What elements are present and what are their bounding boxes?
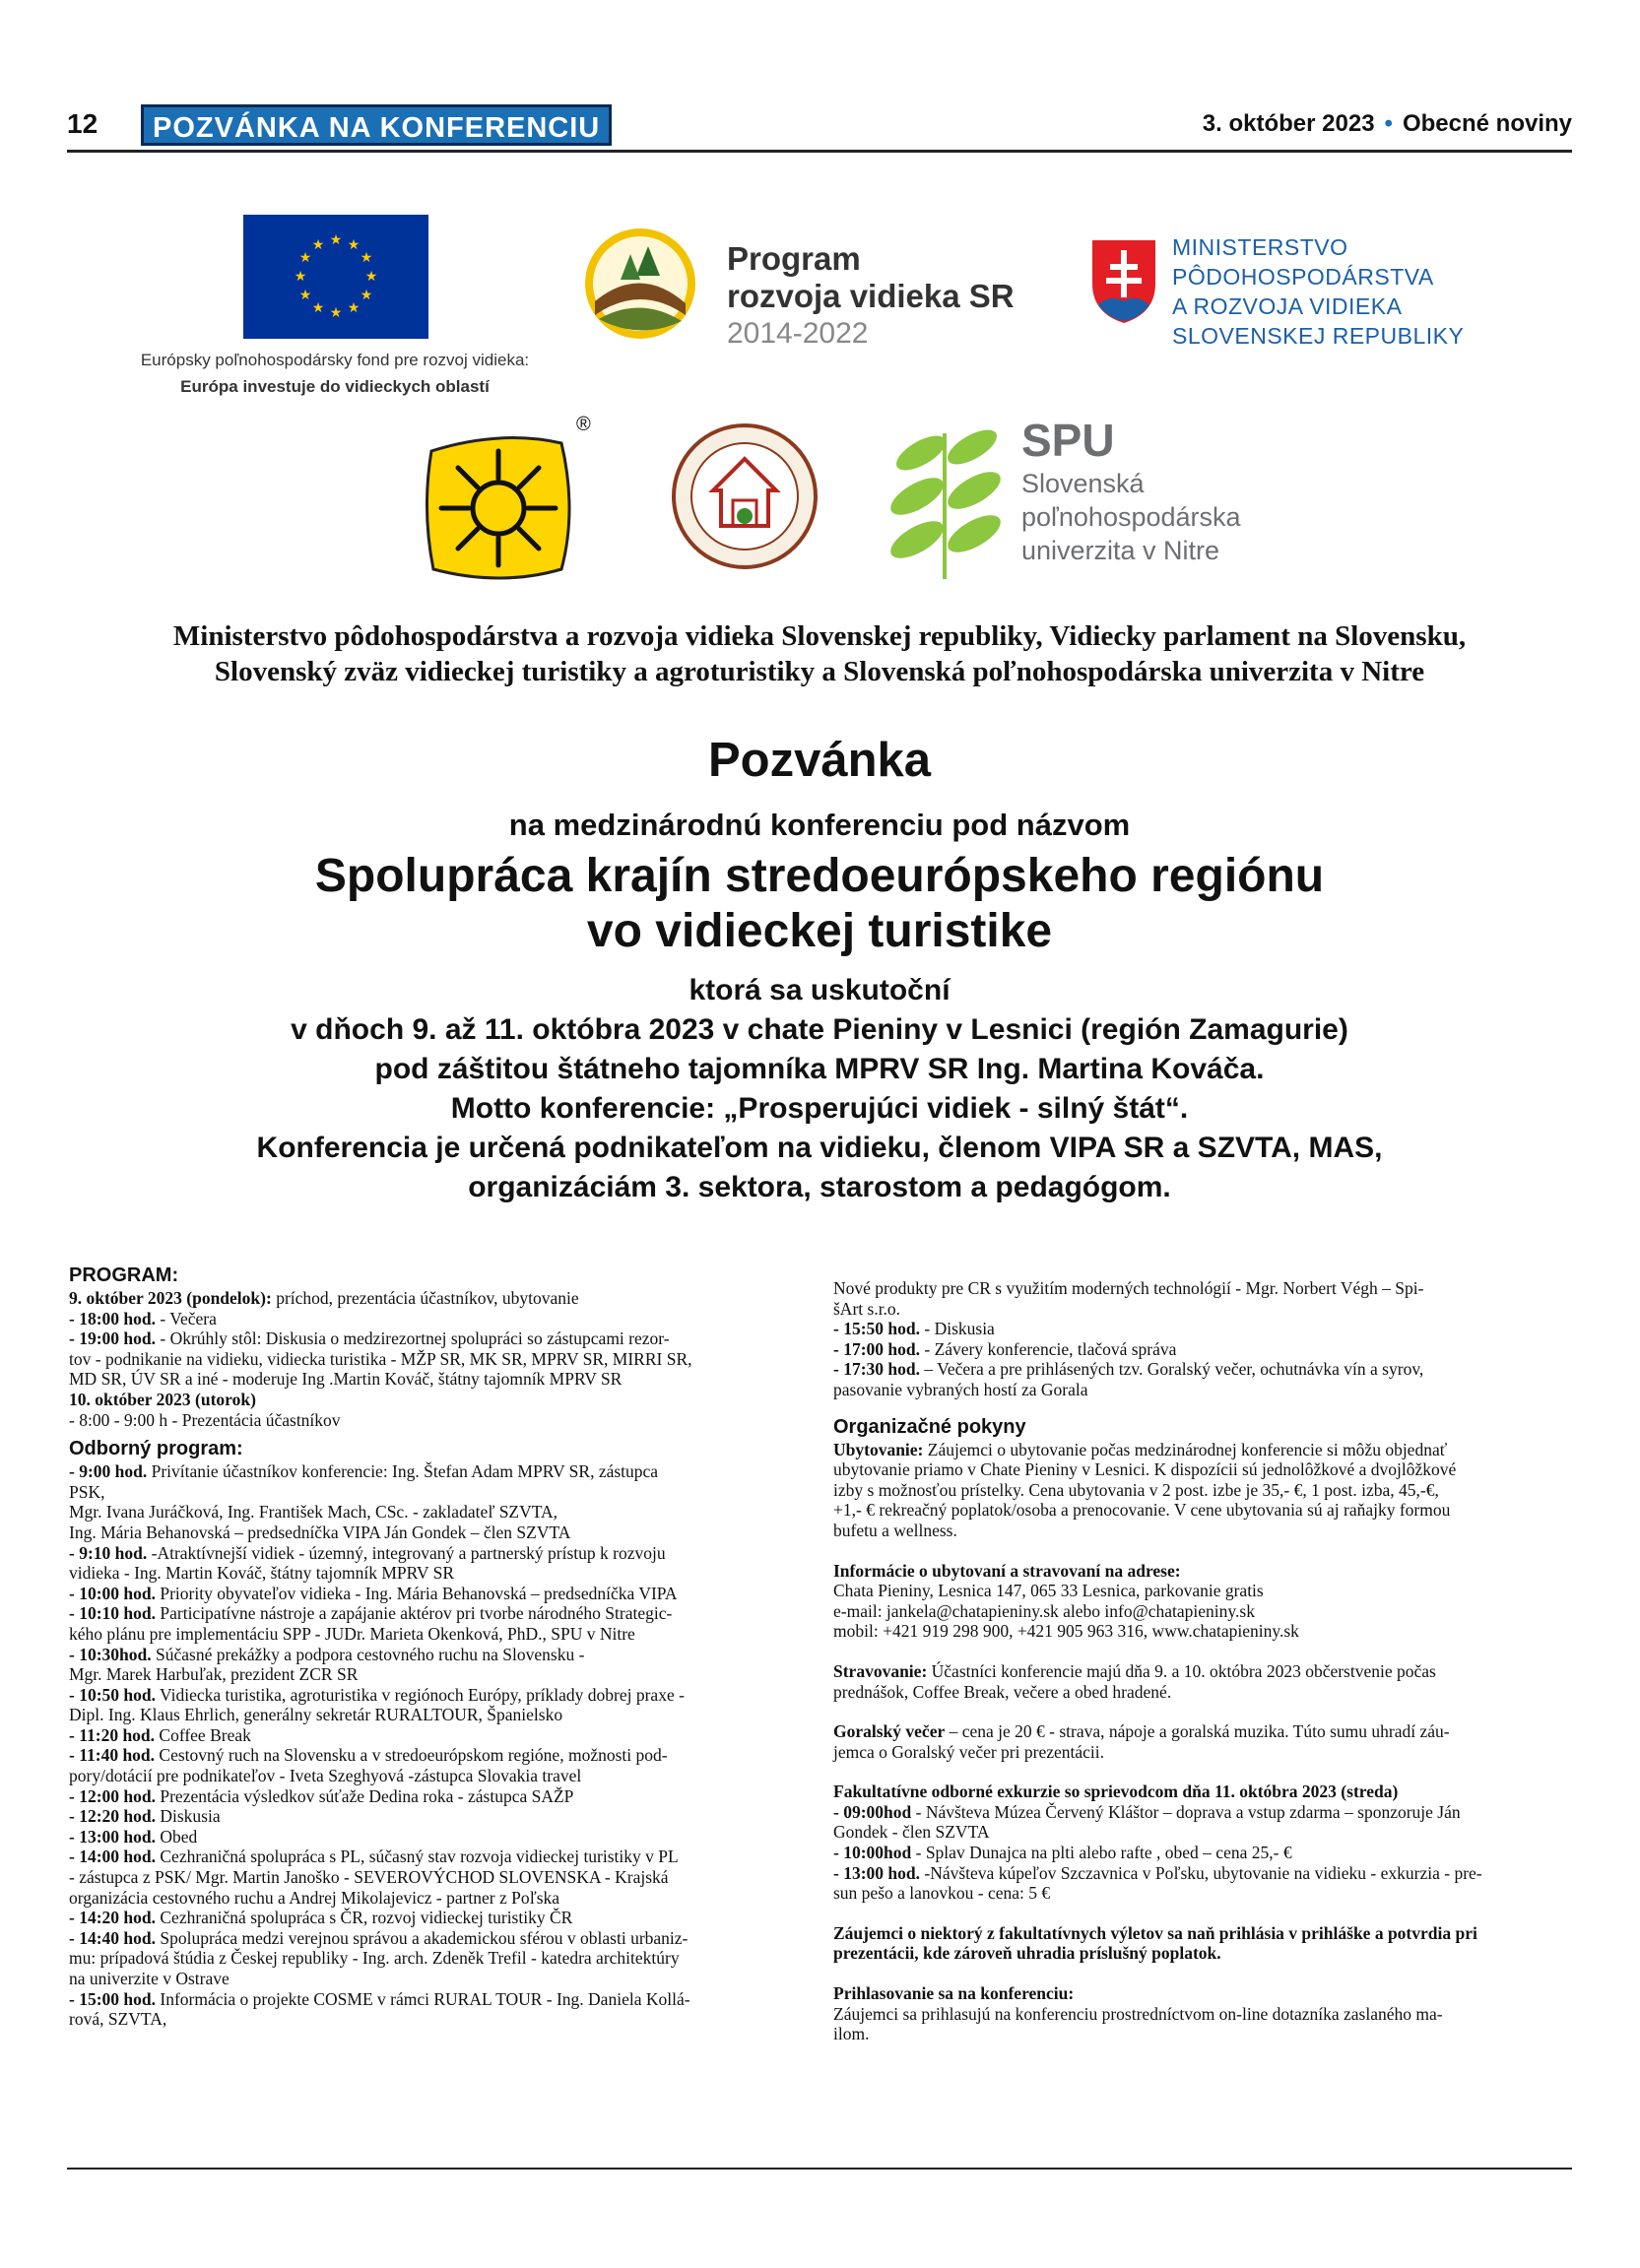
svg-text:★: ★ <box>360 288 373 303</box>
eu-caption-line1: Európsky poľnohospodársky fond pre rozvoj vidieka: <box>140 351 530 369</box>
excursions-list <box>833 1802 1570 1904</box>
svg-text:★: ★ <box>364 269 378 285</box>
ministry-logo-text <box>1172 232 1464 351</box>
prv-line1: Program <box>727 240 861 277</box>
svg-text:★: ★ <box>311 300 325 316</box>
time-marker: - 09:00hod <box>833 1801 912 1822</box>
accommodation-paragraph <box>833 1440 1570 1541</box>
eu-caption-line2: Európa investuje do vidieckych oblastí <box>180 377 490 396</box>
text-line: - 13:00 hod. Obed <box>69 1826 198 1847</box>
issue-date: 3. október 2023 <box>1202 110 1375 137</box>
time-marker: - 10:00 hod. <box>69 1583 156 1603</box>
excursions-note <box>833 1923 1570 1964</box>
text-line: MD SR, ÚV SR a iné - moderuje Ing .Martin Kováč, štátny tajomník MPRV SR <box>69 1369 623 1390</box>
time-marker: - 12:20 hod. <box>69 1806 156 1827</box>
details-line: ktorá sa uskutoční <box>689 974 951 1006</box>
spu-line: poľnohospodárska <box>1021 502 1241 532</box>
text-line: - 18:00 hod. - Večera <box>69 1308 217 1328</box>
prv-logo-text <box>727 240 1015 353</box>
program-column <box>69 1263 800 2030</box>
header-rule <box>67 150 1572 153</box>
text-line: mobil: +421 919 298 900, +421 905 963 316, www.chatapieniny.sk <box>833 1621 1299 1642</box>
text-line: vidieka - Ing. Martin Kováč, štátny tajomník MPRV SR <box>69 1563 455 1584</box>
time-marker: - 14:40 hod. <box>69 1927 156 1948</box>
time-marker: - 11:40 hod. <box>69 1745 156 1766</box>
text-line: - 17:00 hod. - Závery konferencie, tlačová správa <box>833 1338 1177 1359</box>
paragraph-text: – cena je 20 € - strava, nápoje a goralská muzika. Túto sumu uhradí záu- <box>945 1721 1450 1742</box>
spu-leaves-icon <box>882 414 1010 581</box>
time-marker: - 19:00 hod. <box>69 1328 156 1349</box>
text-line: Gondek - člen SZVTA <box>833 1822 990 1843</box>
instructions-column <box>833 1278 1570 2044</box>
svg-text:★: ★ <box>329 305 343 321</box>
text-line: - 9:00 hod. Privítanie účastníkov konferencie: Ing. Štefan Adam MPRV SR, zástupca <box>69 1461 659 1482</box>
page-number: 12 <box>67 108 98 139</box>
text-line: - 14:20 hod. Cezhraničná spolupráca s ČR, rozvoj vidieckej turistiky ČR <box>69 1908 573 1928</box>
text-line: - 10:50 hod. Vidiecka turistika, agroturistika v regiónoch Európy, príklady dobrej praxe - <box>69 1684 685 1705</box>
text-line: - 12:20 hod. Diskusia <box>69 1806 221 1827</box>
text-line <box>833 1721 1570 1742</box>
time-marker: - 18:00 hod. <box>69 1308 156 1328</box>
text-line: PSK, <box>69 1481 105 1502</box>
text-line: ilom. <box>833 2024 870 2044</box>
paragraph-text: Účastníci konferencie majú dňa 9. a 10. októbra 2023 občerstvenie počas <box>927 1660 1436 1681</box>
text-line: - 11:40 hod. Cestovný ruch na Slovensku a v stredoeurópskom regióne, možnosti pod- <box>69 1745 668 1766</box>
time-marker: - 14:00 hod. <box>69 1847 156 1867</box>
text-line: Nové produkty pre CR s využitím moderných technológií - Mgr. Norbert Végh – Spi- <box>833 1278 1424 1298</box>
text-line: ubytovanie priamo v Chate Pieniny v Lesnici. K dispozícii sú jednolôžkové a dvojlôžkové <box>833 1459 1457 1480</box>
text-line: tov - podnikanie na vidieku, vidiecka turistika - MŽP SR, MK SR, MPRV SR, MIRRI SR, <box>69 1348 692 1369</box>
text-line: kého plánu pre implementáciu SPP - JUDr. Marieta Okenková, PhD., SPU v Nitre <box>69 1623 635 1644</box>
time-marker: - 15:00 hod. <box>69 1988 156 2009</box>
text-line: - 12:00 hod. Prezentácia výsledkov súťaže Dedina roka - zástupca SAŽP <box>69 1785 574 1806</box>
time-marker: - 17:00 hod. <box>833 1338 920 1359</box>
instructions-heading: Organizačné pokyny <box>833 1415 1026 1438</box>
text-line: - 10:00 hod. Priority obyvateľov vidieka - Ing. Mária Behanovská – predsedníčka VIPA <box>69 1583 678 1603</box>
spu-logo-text <box>1021 414 1241 567</box>
text-line: - 10:30hod. Súčasné prekážky a podpora cestovného ruchu na Slovensku - <box>69 1644 585 1664</box>
program-heading: PROGRAM: <box>69 1264 179 1286</box>
text-line: - 19:00 hod. - Okrúhly stôl: Diskusia o medzirezortnej spolupráci so zástupcami rezor- <box>69 1328 670 1349</box>
text-line: Mgr. Marek Harbuľak, prezident ZCR SR <box>69 1664 359 1685</box>
paragraph-label: Goralský večer <box>833 1721 946 1742</box>
excursions-heading: Fakultatívne odborné exkurzie so sprievodcom dňa 11. októbra 2023 (streda) <box>833 1782 1399 1802</box>
text-line: - 14:00 hod. Cezhraničná spolupráca s PL, súčasný stav rozvoja vidieckej turistiky v PL <box>69 1847 679 1867</box>
spu-title: SPU <box>1021 415 1115 466</box>
conference-details <box>67 971 1572 1207</box>
prv-line3: 2014-2022 <box>727 317 869 350</box>
time-marker: - 13:00 hod. <box>833 1862 920 1883</box>
text-line: Ing. Mária Behanovská – predsedníčka VIPA Ján Gondek – člen SZVTA <box>69 1522 571 1542</box>
text-line: na univerzite v Ostrave <box>69 1969 230 1988</box>
time-marker: - 12:00 hod. <box>69 1785 156 1806</box>
invitation-intro: na medzinárodnú konferenciu pod názvom <box>508 808 1131 842</box>
spu-line: Slovenská <box>1021 469 1145 498</box>
paragraph-text: Záujemci o ubytovanie počas medzinárodnej konferencie si môžu objednať <box>923 1439 1448 1459</box>
text-line: prednášok, Coffee Break, večere a obed hradené. <box>833 1681 1172 1702</box>
ministry-line: MINISTERSTVO <box>1172 234 1348 260</box>
day1-items <box>69 1309 800 1390</box>
text-line: jemca o Goralský večer pri prezentácii. <box>833 1741 1105 1762</box>
text-line: e-mail: jankela@chatapieniny.sk alebo info@chatapieniny.sk <box>833 1600 1255 1621</box>
odborny-program-list <box>69 1461 800 2030</box>
eu-flag-logo <box>243 215 428 339</box>
day2-label: 10. október 2023 (utorok) <box>69 1389 256 1409</box>
conference-title-line: Spolupráca krajín stredoeurópskeho regiónu <box>314 850 1325 902</box>
svg-text:★: ★ <box>347 300 361 316</box>
paragraph-label: Stravovanie: <box>833 1660 928 1681</box>
time-marker: - 15:50 hod. <box>833 1319 920 1339</box>
time-marker: - 10:00hod <box>833 1843 912 1863</box>
text-line: - 10:00hod - Splav Dunajca na plti alebo rafte , obed – cena 25,- € <box>833 1843 1292 1863</box>
time-marker: - 13:00 hod. <box>69 1826 156 1847</box>
publication-name: Obecné noviny <box>1402 110 1572 137</box>
eu-fund-caption <box>98 347 571 400</box>
svg-text:★: ★ <box>360 250 373 266</box>
prv-logo-mark <box>581 225 699 343</box>
ministry-line: SLOVENSKEJ REPUBLIKY <box>1172 323 1465 349</box>
catering-paragraph <box>833 1661 1570 1702</box>
text-line: - 09:00hod - Návšteva Múzea Červený Kláštor – doprava a vstup zdarma – sponzoruje Ján <box>833 1801 1461 1822</box>
contact-heading: Informácie o ubytovaní a stravovaní na adrese: <box>833 1560 1181 1581</box>
text-line <box>833 1661 1570 1682</box>
text-line: - 10:10 hod. Participatívne nástroje a zapájanie aktérov pri tvorbe národného Strategic- <box>69 1603 673 1624</box>
issue-info <box>1203 110 1572 138</box>
ministry-line: PÔDOHOSPODÁRSTVA <box>1172 264 1434 290</box>
contact-details <box>833 1581 1570 1642</box>
organizers <box>67 618 1572 689</box>
text-line: šArt s.r.o. <box>833 1298 901 1319</box>
details-line: organizáciám 3. sektora, starostom a pedagógom. <box>468 1171 1171 1203</box>
svg-text:★: ★ <box>298 250 312 266</box>
text-line: - 14:40 hod. Spolupráca medzi verejnou správou a akademickou sférou v oblasti urbaniz- <box>69 1927 689 1948</box>
text-line: - 9:10 hod. -Atraktívnejší vidiek - územný, integrovaný a partnerský prístup k rozvoju <box>69 1542 666 1563</box>
program-continued <box>833 1278 1570 1400</box>
text-line: - 11:20 hod. Coffee Break <box>69 1724 251 1745</box>
page-header <box>67 104 1572 146</box>
svg-text:★: ★ <box>294 269 307 285</box>
svg-text:★: ★ <box>311 237 325 253</box>
time-marker: - 9:10 hod. <box>69 1542 148 1563</box>
text-line: - 15:50 hod. - Diskusia <box>833 1319 995 1339</box>
text-line: pory/dotácií pre podnikateľov - Iveta Szeghyová -zástupca Slovakia travel <box>69 1766 582 1786</box>
text-line: prezentácii, kde zároveň uhradia príslušný poplatok. <box>833 1943 1221 1964</box>
ministry-line: A ROZVOJA VIDIEKA <box>1172 293 1403 319</box>
text-line: - 13:00 hod. -Návšteva kúpeľov Szczavnica v Poľsku, ubytovanie na vidieku - exkurzia - pre- <box>833 1862 1482 1883</box>
invitation-heading: Pozvánka <box>707 734 932 787</box>
prv-line2: rozvoja vidieka SR <box>727 278 1015 314</box>
svg-text:★: ★ <box>298 288 312 303</box>
text-line: rová, SZVTA, <box>69 2009 167 2030</box>
time-marker: - 10:50 hod. <box>69 1684 156 1705</box>
svg-text:★: ★ <box>347 237 361 253</box>
details-line: Konferencia je určená podnikateľom na vidieku, členom VIPA SR a SZVTA, MAS, <box>256 1132 1383 1164</box>
text-line: sun pešo a lanovkou - cena: 5 € <box>833 1883 1051 1904</box>
text-line <box>833 1440 1570 1460</box>
spu-line: univerzita v Nitre <box>1021 536 1220 565</box>
registration-heading: Prihlasovanie sa na konferenciu: <box>833 1983 1075 2004</box>
registration-text <box>833 2004 1570 2044</box>
time-marker: - 10:10 hod. <box>69 1603 156 1624</box>
details-line: v dňoch 9. až 11. októbra 2023 v chate Pieniny v Lesnici (región Zamagurie) <box>291 1013 1348 1046</box>
text-line: Záujemci sa prihlasujú na konferenciu prostredníctvom on-line dotazníka zaslaného ma- <box>833 2003 1443 2024</box>
organizers-line: Slovenský zväz vidieckej turistiky a agroturistiky a Slovenská poľnohospodárska univerzita v Nitre <box>214 656 1425 687</box>
day1-label: 9. október 2023 (pondelok): <box>69 1288 272 1308</box>
organizers-line: Ministerstvo pôdohospodárstva a rozvoja vidieka Slovenskej republiky, Vidiecky parlament na Slovensku, <box>172 620 1467 652</box>
text-line: - 15:00 hod. Informácia o projekte COSME v rámci RURAL TOUR - Ing. Daniela Kollá- <box>69 1988 690 2009</box>
goralsky-vecer-paragraph <box>833 1721 1570 1762</box>
conference-title-line: vo vidieckej turistike <box>586 905 1053 957</box>
text-line: mu: prípadová štúdia z Českej republiky - Ing. arch. Zdeněk Trefil - katedra architektúry <box>69 1948 680 1969</box>
odborny-program-heading: Odborný program: <box>69 1438 243 1460</box>
text-line: Záujemci o niektorý z fakultatívnych výletov sa naň prihlásia v prihláške a potvrdia pri <box>833 1922 1477 1943</box>
text-line: bufetu a wellness. <box>833 1520 957 1540</box>
time-marker: - 10:30hod. <box>69 1644 152 1664</box>
time-marker: - 11:20 hod. <box>69 1724 156 1745</box>
svg-text:★: ★ <box>329 232 343 248</box>
time-marker: - 17:30 hod. <box>833 1359 920 1380</box>
text-line: izby s možnosťou prístelky. Cena ubytovania v 2 post. izbe je 35,- €, 1 post. izba, 45,-€, <box>833 1479 1439 1500</box>
text-line: Chata Pieniny, Lesnica 147, 065 33 Lesnica, parkovanie gratis <box>833 1581 1264 1601</box>
footer-rule <box>67 2168 1572 2170</box>
paragraph-label: Ubytovanie: <box>833 1439 924 1459</box>
text-line: Mgr. Ivana Juráčková, Ing. František Mach, CSc. - zakladateľ SZVTA, <box>69 1502 558 1523</box>
szvta-seal-logo <box>670 421 820 571</box>
text-line: - 17:30 hod. – Večera a pre prihlásených tzv. Goralský večer, ochutnávka vín a syrov, <box>833 1359 1424 1380</box>
text-line: - zástupca z PSK/ Mgr. Martin Janoško - SEVEROVÝCHOD SLOVENSKA - Krajská <box>69 1867 669 1888</box>
text-line: +1,- € rekreačný poplatok/osoba a prenocovanie. V cene ubytovania sú aj raňajky formou <box>833 1500 1451 1521</box>
slovak-coat-of-arms-icon <box>1088 236 1159 325</box>
text-line: Dipl. Ing. Klaus Ehrlich, generálny sekretár RURALTOUR, Španielsko <box>69 1705 563 1725</box>
time-marker: - 9:00 hod. <box>69 1461 148 1482</box>
separator-dot: • <box>1384 110 1393 137</box>
vidiecky-parlament-sun-logo <box>412 421 584 594</box>
registered-mark: ® <box>576 414 591 435</box>
details-line: pod záštitou štátneho tajomníka MPRV SR Ing. Martina Kováča. <box>374 1053 1265 1085</box>
day1-text: príchod, prezentácia účastníkov, ubytovanie <box>271 1288 579 1308</box>
day1-line <box>69 1288 800 1309</box>
text-line: pasovanie vybraných hostí za Gorala <box>833 1379 1088 1399</box>
section-label: POZVÁNKA NA KONFERENCIU <box>141 104 612 146</box>
time-marker: - 14:20 hod. <box>69 1908 156 1928</box>
details-line: Motto konferencie: „Prosperujúci vidiek - silný štát“. <box>450 1092 1189 1125</box>
conference-title <box>67 849 1572 959</box>
text-line: organizácia cestovného ruchu a Andrej Mikolajevicz - partner z Poľska <box>69 1887 560 1908</box>
day2-item: - 8:00 - 9:00 h - Prezentácia účastníkov <box>69 1409 341 1430</box>
